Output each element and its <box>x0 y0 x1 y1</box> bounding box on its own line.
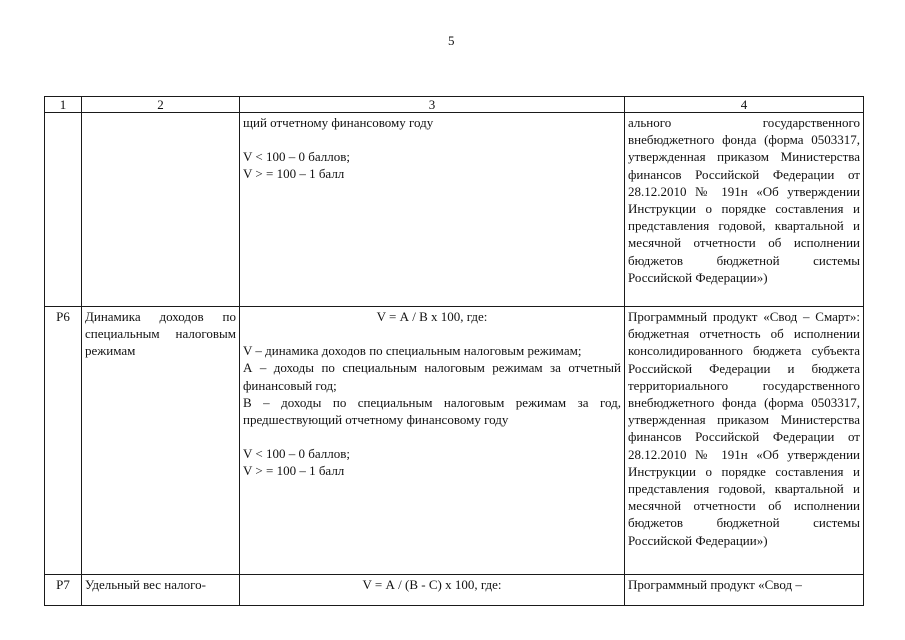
formula: V = А / В x 100, где: <box>376 309 488 324</box>
row-code: Р7 <box>45 575 82 606</box>
spacer <box>243 325 621 342</box>
text-line: V < 100 – 0 баллов; <box>243 446 350 462</box>
text-line: щий отчетному финансовому году <box>243 115 434 130</box>
table-row <box>45 307 864 575</box>
data-source: Программный продукт «Свод – Смарт»: бюджетная отчетность об исполнении консолидированного бюджета субъекта Российской Федерации и бюджета территориального государственного внебюджетного фонда (форма 0503317, утвержденная приказом Министерства финансов Российской Федерации от 28.12.2010 № 191н «Об утверждении Инструкции о порядке составления и представления годовой, квартальной и месячной отчетности об исполнении бюджетов бюджетной системы Российской Федерации») <box>625 307 864 575</box>
header-cell: 3 <box>240 97 625 113</box>
text-line: V < 100 – 0 баллов; <box>243 149 350 165</box>
text-line <box>243 131 621 148</box>
indicator-name <box>82 113 240 307</box>
page-number: 5 <box>448 33 455 48</box>
criteria-table <box>44 96 864 606</box>
calculation-cell <box>240 307 625 575</box>
header-cell: 1 <box>45 97 82 113</box>
text-line <box>243 428 621 445</box>
table-header-row <box>45 97 864 113</box>
header-cell: 4 <box>625 97 864 113</box>
indicator-name: Удельный вес налого- <box>82 575 240 606</box>
text-line: V > = 100 – 1 балл <box>243 166 345 182</box>
formula: V = А / (В - С) x 100, где: <box>362 577 502 592</box>
calculation-cell <box>240 575 625 606</box>
indicator-name: Динамика доходов по специальным налоговым режимам <box>82 307 240 575</box>
table-row <box>45 113 864 307</box>
calculation-cell <box>240 113 625 307</box>
text-line: А – доходы по специальным налоговым режимам за отчетный финансовый год; <box>243 360 621 393</box>
data-source: Программный продукт «Свод – <box>625 575 864 606</box>
table-row <box>45 575 864 606</box>
row-code: Р6 <box>45 307 82 575</box>
data-source: ального государственного внебюджетного фонда (форма 0503317, утвержденная приказом Министерства финансов Российской Федерации от 28.12.2010 № 191н «Об утверждении Инструкции о порядке составления и представления годовой, квартальной и месячной отчетности об исполнении бюджетов бюджетной системы Российской Федерации») <box>625 113 864 307</box>
text-line: V – динамика доходов по специальным налоговым режимам; <box>243 343 582 359</box>
text-line: В – доходы по специальным налоговым режимам за год, предшествующий отчетному финансовому году <box>243 394 621 428</box>
header-cell: 2 <box>82 97 240 113</box>
row-code <box>45 113 82 307</box>
text-line: V > = 100 – 1 балл <box>243 463 345 479</box>
